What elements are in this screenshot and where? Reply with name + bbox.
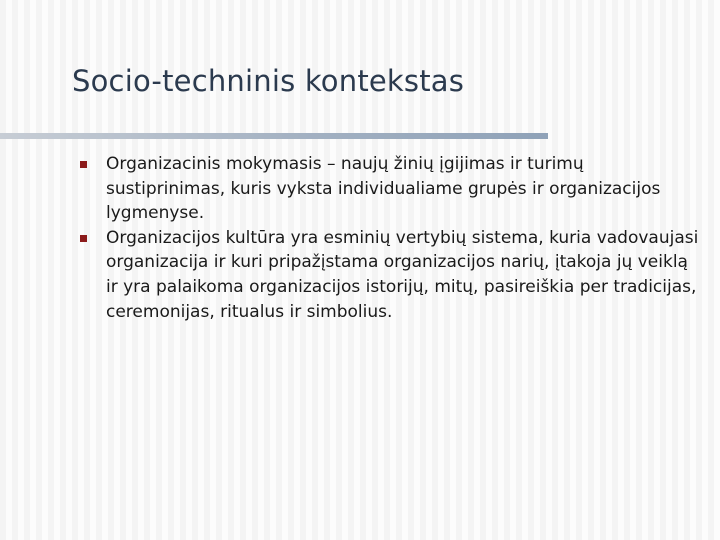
bullet-list — [80, 152, 700, 324]
bullet-text: Organizacinis mokymasis – naujų žinių įgijimas ir turimų sustiprinimas, kuris vyksta individualiame grupės ir organizacijos lygmenyse. — [106, 154, 661, 224]
bullet-text: Organizacijos kultūra yra esminių vertybių sistema, kuria vadovaujasi organizacija ir kuri pripažįstama organizacijos narių, įtakoja jų veiklą ir yra palaikoma organizacijos istorijų, mitų, pasireiškia per tradicijas, ceremonijas, ritualus ir simbolius. — [106, 227, 699, 322]
square-bullet-icon — [80, 235, 87, 242]
bullet-item — [80, 152, 700, 226]
title-divider — [0, 133, 548, 139]
square-bullet-icon — [80, 161, 87, 168]
slide-title: Socio-techninis kontekstas — [72, 64, 465, 98]
bullet-item — [80, 226, 700, 324]
